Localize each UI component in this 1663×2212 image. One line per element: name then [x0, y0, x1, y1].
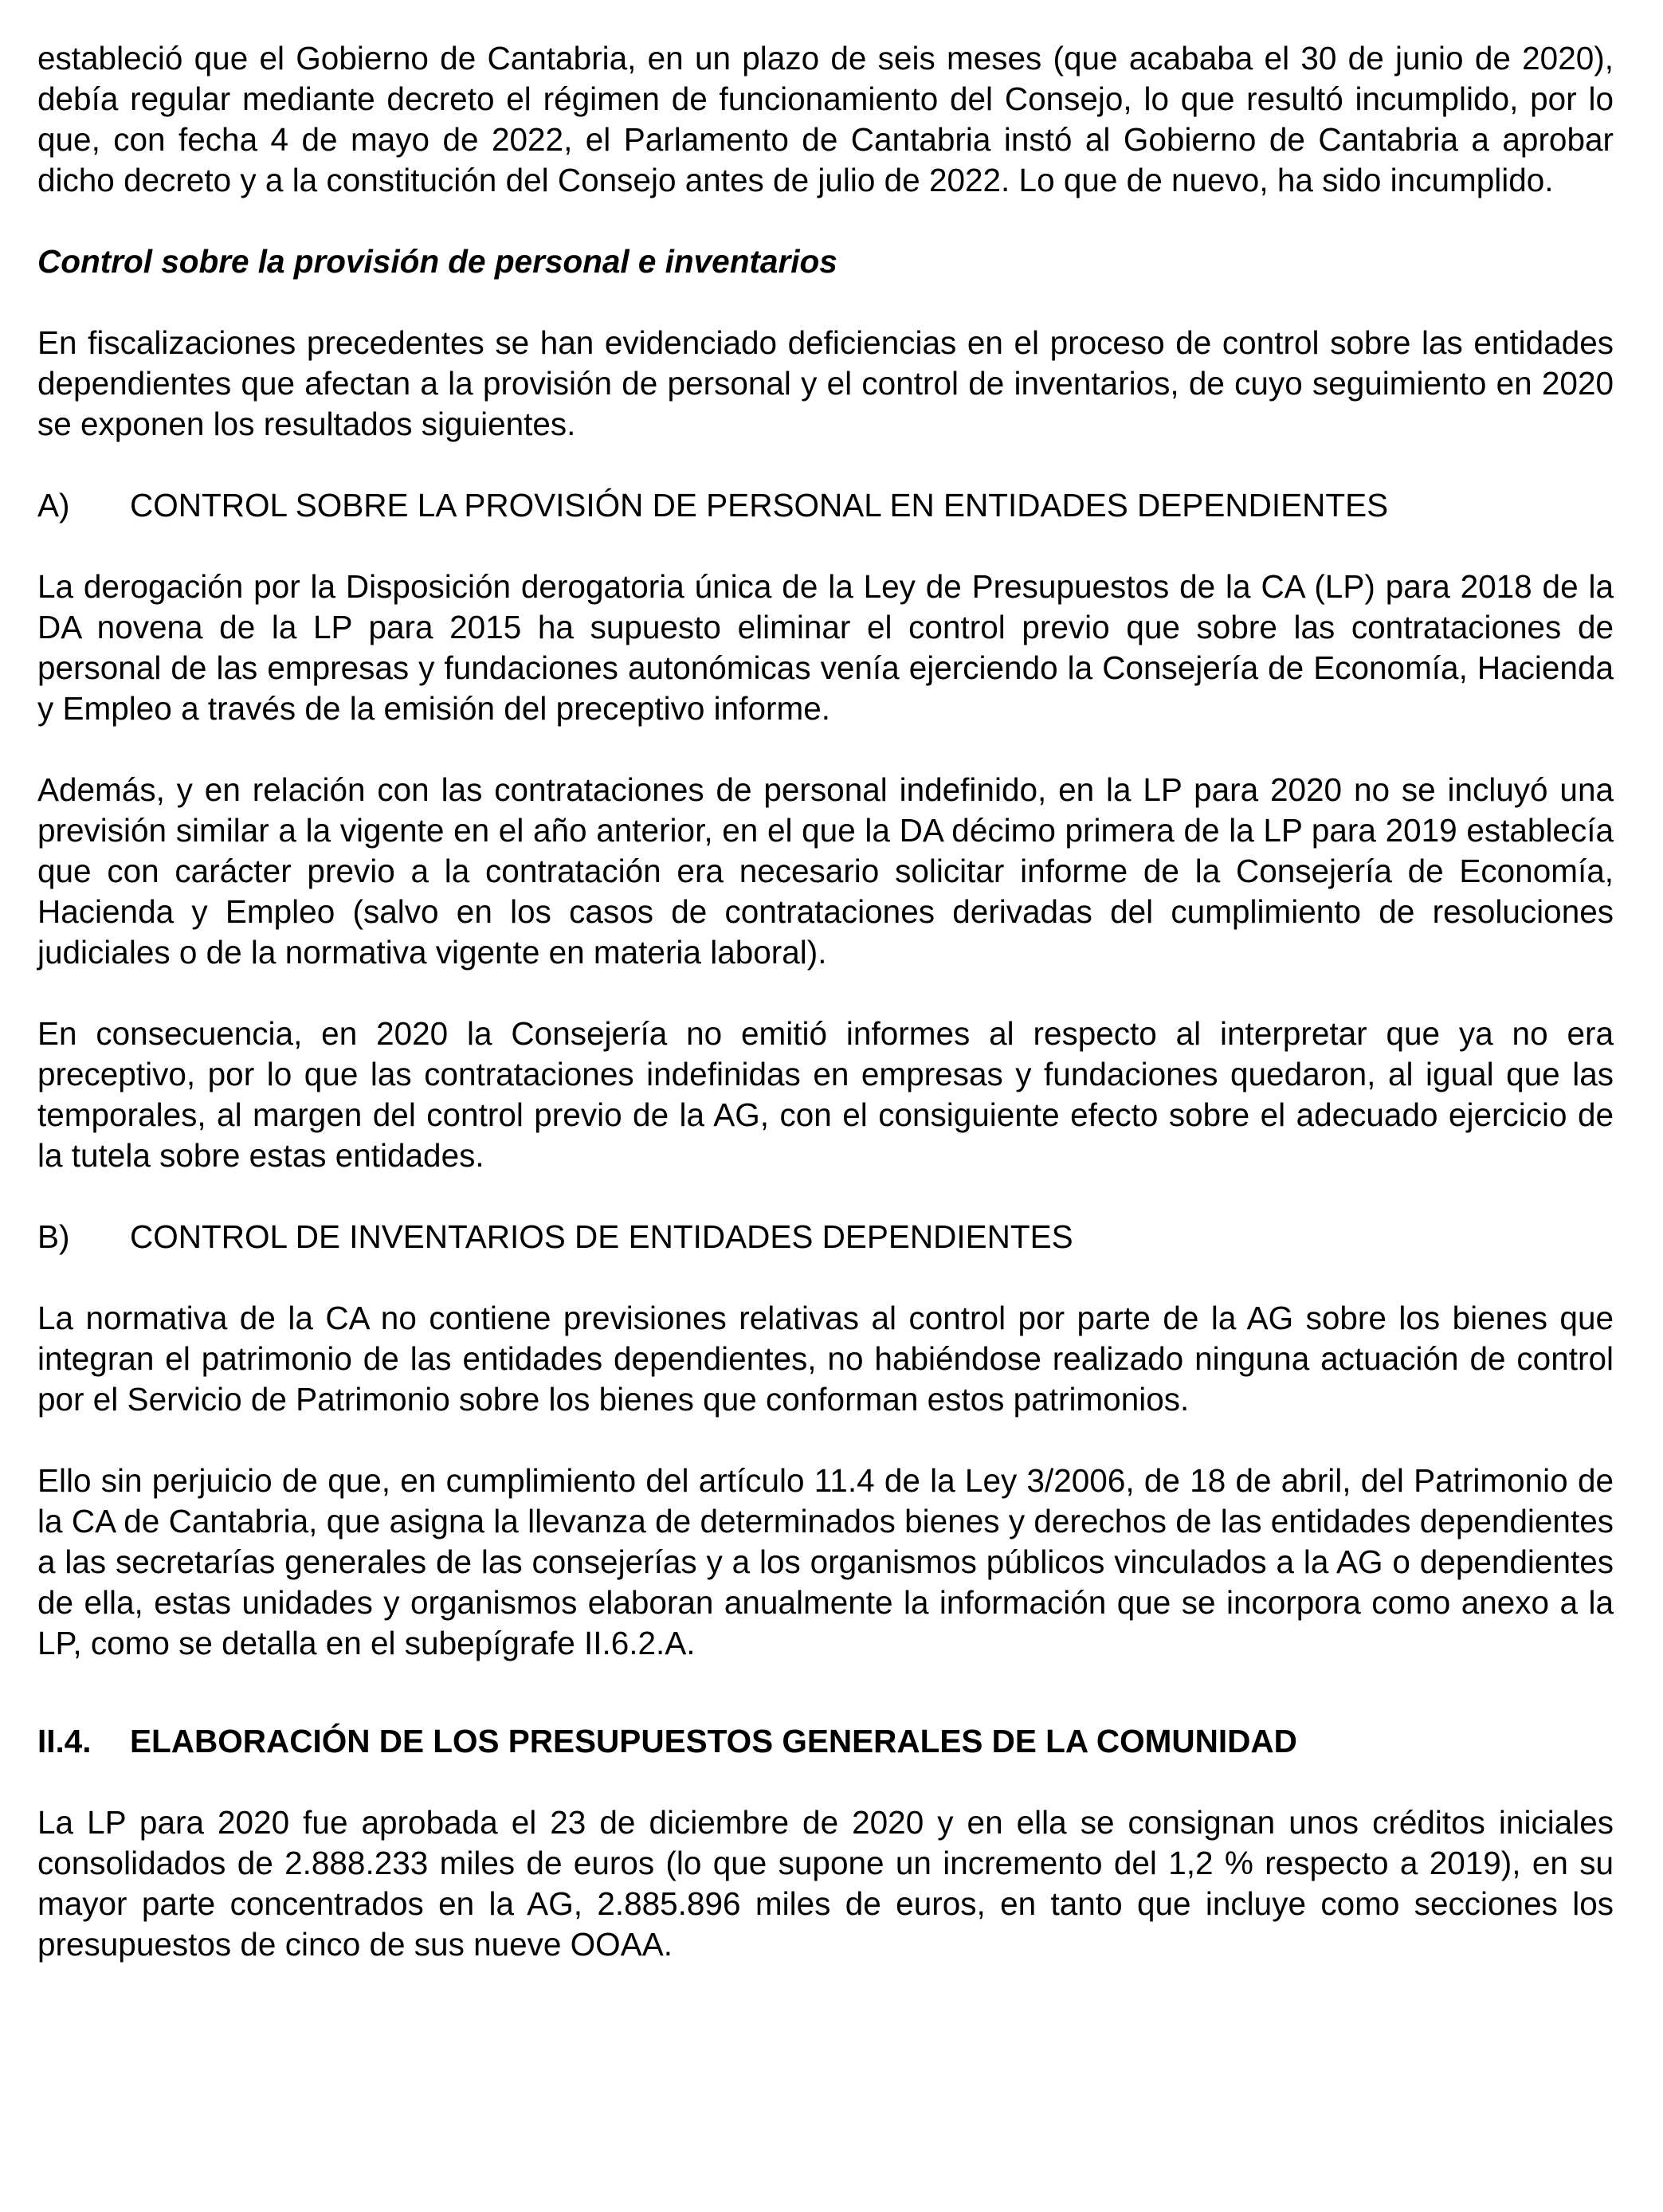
- document-page: [37, 38, 1614, 2006]
- paragraph-ademas: Además, y en relación con las contrataciones de personal indefinido, en la LP para 2020 no se incluyó una previsión similar a la vigente en el año anterior, en el que la DA décimo primera de la LP para 2019 establecía que con carácter previo a la contratación era necesario solicitar informe de la Consejería de Economía, Hacienda y Empleo (salvo en los casos de contrataciones derivadas del cumplimiento de resoluciones judiciales o de la normativa vigente en materia laboral).: [37, 771, 1614, 971]
- section-ii4-title: ELABORACIÓN DE LOS PRESUPUESTOS GENERALES DE LA COMUNIDAD: [130, 1723, 1297, 1759]
- paragraph-intro: estableció que el Gobierno de Cantabria, en un plazo de seis meses (que acababa el 30 de junio de 2020), debía regular mediante decreto el régimen de funcionamiento del Consejo, lo que resultó incumplido, por lo que, con fecha 4 de mayo de 2022, el Parlamento de Cantabria instó al Gobierno de Cantabria a aprobar dicho decreto y a la constitución del Consejo antes de julio de 2022. Lo que de nuevo, ha sido incumplido.: [37, 40, 1614, 198]
- section-a-heading: [37, 485, 1614, 526]
- paragraph-fiscalizaciones: En fiscalizaciones precedentes se han evidenciado deficiencias en el proceso de control sobre las entidades dependientes que afectan a la provisión de personal y el control de inventarios, de cuyo seguimiento en 2020 se exponen los resultados siguientes.: [37, 324, 1614, 442]
- section-a-letter: A): [37, 487, 70, 524]
- section-b-heading: [37, 1217, 1614, 1257]
- section-b-title: CONTROL DE INVENTARIOS DE ENTIDADES DEPENDIENTES: [130, 1218, 1073, 1255]
- section-ii4-heading: [37, 1721, 1614, 1762]
- paragraph-ello: Ello sin perjuicio de que, en cumplimiento del artículo 11.4 de la Ley 3/2006, de 18 de abril, del Patrimonio de la CA de Cantabria, que asigna la llevanza de determinados bienes y derechos de las entidades dependientes a las secretarías generales de las consejerías y a los organismos públicos vinculados a la AG o dependientes de ella, estas unidades y organismos elaboran anualmente la información que se incorpora como anexo a la LP, como se detalla en el subepígrafe II.6.2.A.: [37, 1462, 1614, 1661]
- paragraph-lp2020: La LP para 2020 fue aprobada el 23 de diciembre de 2020 y en ella se consignan unos créditos iniciales consolidados de 2.888.233 miles de euros (lo que supone un incremento del 1,2 % respecto a 2019), en su mayor parte concentrados en la AG, 2.885.896 miles de euros, en tanto que incluye como secciones los presupuestos de cinco de sus nueve OOAA.: [37, 1804, 1614, 1963]
- section-b-letter: B): [37, 1218, 70, 1255]
- subheading-control-personal-inventarios: Control sobre la provisión de personal e inventarios: [37, 243, 837, 280]
- section-a-title: CONTROL SOBRE LA PROVISIÓN DE PERSONAL EN ENTIDADES DEPENDIENTES: [130, 487, 1389, 524]
- section-ii4-number: II.4.: [37, 1723, 92, 1759]
- paragraph-consecuencia: En consecuencia, en 2020 la Consejería no emitió informes al respecto al interpretar que ya no era preceptivo, por lo que las contrataciones indefinidas en empresas y fundaciones quedaron, al igual que las temporales, al margen del control previo de la AG, con el consiguiente efecto sobre el adecuado ejercicio de la tutela sobre estas entidades.: [37, 1015, 1614, 1174]
- paragraph-derogacion: La derogación por la Disposición derogatoria única de la Ley de Presupuestos de la CA (LP) para 2018 de la DA novena de la LP para 2015 ha supuesto eliminar el control previo que sobre las contrataciones de personal de las empresas y fundaciones autonómicas venía ejerciendo la Consejería de Economía, Hacienda y Empleo a través de la emisión del preceptivo informe.: [37, 568, 1614, 727]
- paragraph-normativa: La normativa de la CA no contiene previsiones relativas al control por parte de la AG sobre los bienes que integran el patrimonio de las entidades dependientes, no habiéndose realizado ninguna actuación de control por el Servicio de Patrimonio sobre los bienes que conforman estos patrimonios.: [37, 1300, 1614, 1418]
